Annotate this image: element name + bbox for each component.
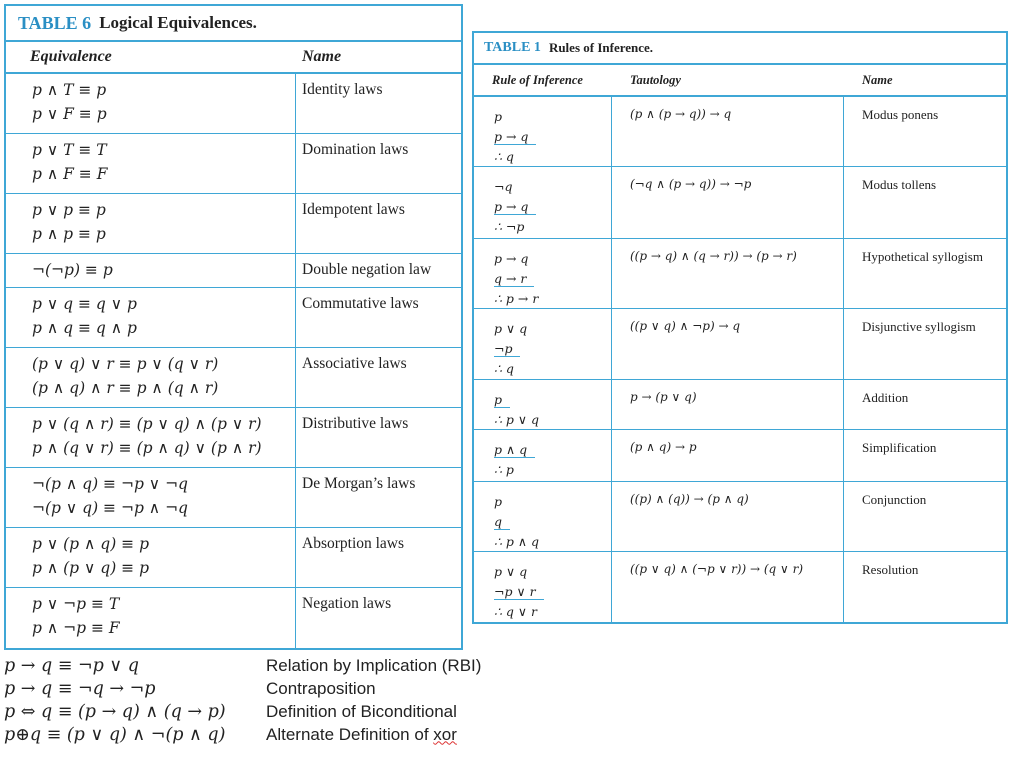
premise-line (494, 269, 611, 289)
conclusion: ∴ p ∧ q (494, 534, 540, 549)
table-row (474, 552, 1006, 622)
equivalence-cell (6, 254, 296, 287)
table-row (6, 348, 461, 408)
table-row (6, 468, 461, 528)
premise: q → r (494, 271, 534, 287)
table-row (474, 482, 1006, 552)
equivalence-formula: p ∧ q ≡ q ∧ p (32, 319, 137, 337)
note-formula: p⊕q ≡ (p ∨ q) ∧ ¬(p ∧ q) (4, 724, 226, 745)
table-row (474, 380, 1006, 430)
header-equivalence: Equivalence (30, 48, 112, 65)
premise-line (494, 339, 611, 359)
header-name: Name (862, 72, 893, 87)
rule-cell (474, 430, 612, 481)
conclusion: ∴ p (494, 462, 514, 477)
header-rule: Rule of Inference (492, 72, 583, 87)
law-name: Idempotent laws (302, 201, 405, 218)
equivalence-formula: ¬(p ∧ q) ≡ ¬p ∨ ¬q (32, 475, 188, 493)
law-name: Double negation law (302, 261, 432, 278)
table-row (6, 194, 461, 254)
rule-name: Disjunctive syllogism (862, 319, 976, 334)
premise-line (494, 562, 611, 582)
note-label: Contraposition (266, 678, 376, 698)
note-label (266, 725, 457, 745)
equivalence-formula: p ∧ ¬p ≡ F (32, 619, 120, 637)
table-row (474, 309, 1006, 380)
equivalence-cell (6, 288, 296, 347)
equivalence-cell (6, 74, 296, 133)
rule-cell (474, 482, 612, 551)
premise-line (494, 249, 611, 269)
premise-line (494, 390, 611, 410)
premise: ¬p (494, 341, 520, 357)
premise-line (494, 127, 611, 147)
note-label-xor: xor (433, 724, 457, 744)
table-row (474, 430, 1006, 482)
tautology-cell: ((p ∨ q) ∧ (¬p ∨ r)) → (q ∨ r) (612, 552, 844, 622)
premise: p → q (494, 251, 529, 266)
premise: p ∨ q (494, 564, 528, 579)
tautology-cell: ((p) ∧ (q)) → (p ∧ q) (612, 482, 844, 551)
equivalence-cell (6, 194, 296, 253)
tautology-cell: p → (p ∨ q) (612, 380, 844, 429)
premise-line (494, 319, 611, 339)
law-name: Commutative laws (302, 295, 419, 312)
note-line (4, 723, 524, 746)
equivalence-formula: p ∨ (p ∧ q) ≡ p (32, 535, 150, 553)
equivalence-formula: p ∧ (p ∨ q) ≡ p (32, 559, 150, 577)
table-row (474, 239, 1006, 309)
law-name: Absorption laws (302, 535, 405, 552)
premise-line (494, 582, 611, 602)
rule-name: Simplification (862, 440, 937, 455)
rule-cell (474, 239, 612, 308)
equivalence-cell (6, 134, 296, 193)
table-1-caption (474, 33, 1006, 65)
law-name: Distributive laws (302, 415, 409, 432)
table-row (474, 97, 1006, 167)
equivalence-formula: (p ∨ q) ∨ r ≡ p ∨ (q ∨ r) (32, 355, 219, 373)
table-1-header (474, 65, 1006, 97)
equivalence-formula: (p ∧ q) ∧ r ≡ p ∧ (q ∧ r) (32, 379, 219, 397)
law-name: De Morgan’s laws (302, 475, 416, 492)
table-row (6, 528, 461, 588)
premise-line (494, 492, 611, 512)
table-row (6, 254, 461, 288)
table-1-rules-of-inference (472, 31, 1008, 624)
table-6-body (6, 74, 461, 648)
conclusion: ∴ q (494, 361, 514, 376)
note-formula: p → q ≡ ¬q → ¬p (4, 678, 156, 699)
conclusion: ∴ q ∨ r (494, 604, 537, 619)
equivalence-formula: p ∨ p ≡ p (32, 201, 106, 219)
equivalence-formula: p ∧ p ≡ p (32, 225, 106, 243)
premise-line (494, 197, 611, 217)
equivalence-cell (6, 348, 296, 407)
note-label: Relation by Implication (RBI) (266, 655, 482, 675)
conclusion: ∴ q (494, 149, 514, 164)
note-line (4, 700, 524, 723)
premise: q (494, 514, 510, 530)
law-name: Negation laws (302, 595, 392, 612)
premise: p → q (494, 129, 536, 145)
equivalence-cell (6, 588, 296, 648)
tautology-cell: (¬q ∧ (p → q)) → ¬p (612, 167, 844, 238)
note-formula: p ⇔ q ≡ (p → q) ∧ (q → p) (4, 701, 226, 722)
premise: ¬q (494, 179, 513, 194)
premise-line (494, 512, 611, 532)
rule-cell (474, 97, 612, 166)
table-6-title: Logical Equivalences. (99, 13, 257, 32)
law-name: Domination laws (302, 141, 409, 158)
table-row (6, 74, 461, 134)
note-label: Definition of Biconditional (266, 701, 457, 721)
premise-line (494, 440, 611, 460)
equivalence-formula: p ∧ F ≡ F (32, 165, 108, 183)
equivalence-formula: p ∨ ¬p ≡ T (32, 595, 120, 613)
tautology-cell: ((p ∨ q) ∧ ¬p) → q (612, 309, 844, 379)
equivalence-formula: p ∨ F ≡ p (32, 105, 107, 123)
conclusion: ∴ p → r (494, 291, 539, 306)
table-row (6, 288, 461, 348)
equivalence-cell (6, 408, 296, 467)
law-name: Associative laws (302, 355, 407, 372)
tautology-cell: (p ∧ q) → p (612, 430, 844, 481)
rule-cell (474, 167, 612, 238)
equivalence-formula: p ∨ T ≡ T (32, 141, 107, 159)
note-line (4, 677, 524, 700)
table-row (474, 167, 1006, 239)
table-1-body (474, 97, 1006, 622)
premise: p (494, 494, 503, 509)
rule-cell (474, 552, 612, 622)
premise-line (494, 177, 611, 197)
premise: p (494, 392, 510, 408)
premise: ¬p ∨ r (494, 584, 544, 600)
premise: p ∨ q (494, 321, 528, 336)
table-row (6, 408, 461, 468)
conclusion: ∴ p ∨ q (494, 412, 540, 427)
rule-name: Modus tollens (862, 177, 937, 192)
table-6-caption (6, 6, 461, 42)
table-row (6, 588, 461, 648)
equivalence-formula: p ∨ q ≡ q ∨ p (32, 295, 137, 313)
header-name: Name (302, 48, 342, 65)
rule-name: Conjunction (862, 492, 927, 507)
table-1-number: TABLE 1 (484, 40, 541, 55)
equivalence-formula: p ∧ (q ∨ r) ≡ (p ∧ q) ∨ (p ∧ r) (32, 439, 262, 457)
header-tautology: Tautology (630, 72, 681, 87)
premise: p → q (494, 199, 536, 215)
rule-name: Modus ponens (862, 107, 939, 122)
rule-cell (474, 309, 612, 379)
premise-line (494, 107, 611, 127)
equivalence-formula: ¬(p ∨ q) ≡ ¬p ∧ ¬q (32, 499, 188, 517)
rule-cell (474, 380, 612, 429)
equivalence-cell (6, 528, 296, 587)
premise: p ∧ q (494, 442, 535, 458)
note-formula: p → q ≡ ¬p ∨ q (4, 655, 139, 676)
law-name: Identity laws (302, 81, 383, 98)
equivalence-formula: p ∨ (q ∧ r) ≡ (p ∨ q) ∧ (p ∨ r) (32, 415, 262, 433)
conclusion: ∴ ¬p (494, 219, 525, 234)
equivalence-cell (6, 468, 296, 527)
table-6-header (6, 42, 461, 74)
rule-name: Addition (862, 390, 909, 405)
tautology-cell: (p ∧ (p → q)) → q (612, 97, 844, 166)
table-row (6, 134, 461, 194)
definitions-notes (4, 654, 524, 746)
premise: p (494, 109, 503, 124)
equivalence-formula: p ∧ T ≡ p (32, 81, 107, 99)
tautology-cell: ((p → q) ∧ (q → r)) → (p → r) (612, 239, 844, 308)
table-1-title: Rules of Inference. (548, 40, 654, 55)
note-line (4, 654, 524, 677)
rule-name: Resolution (862, 562, 919, 577)
table-6-logical-equivalences (4, 4, 463, 650)
rule-name: Hypothetical syllogism (862, 249, 983, 264)
note-label-text: Alternate Definition of (266, 724, 434, 744)
equivalence-formula: ¬(¬p) ≡ p (32, 261, 113, 279)
table-6-number: TABLE 6 (18, 12, 92, 33)
